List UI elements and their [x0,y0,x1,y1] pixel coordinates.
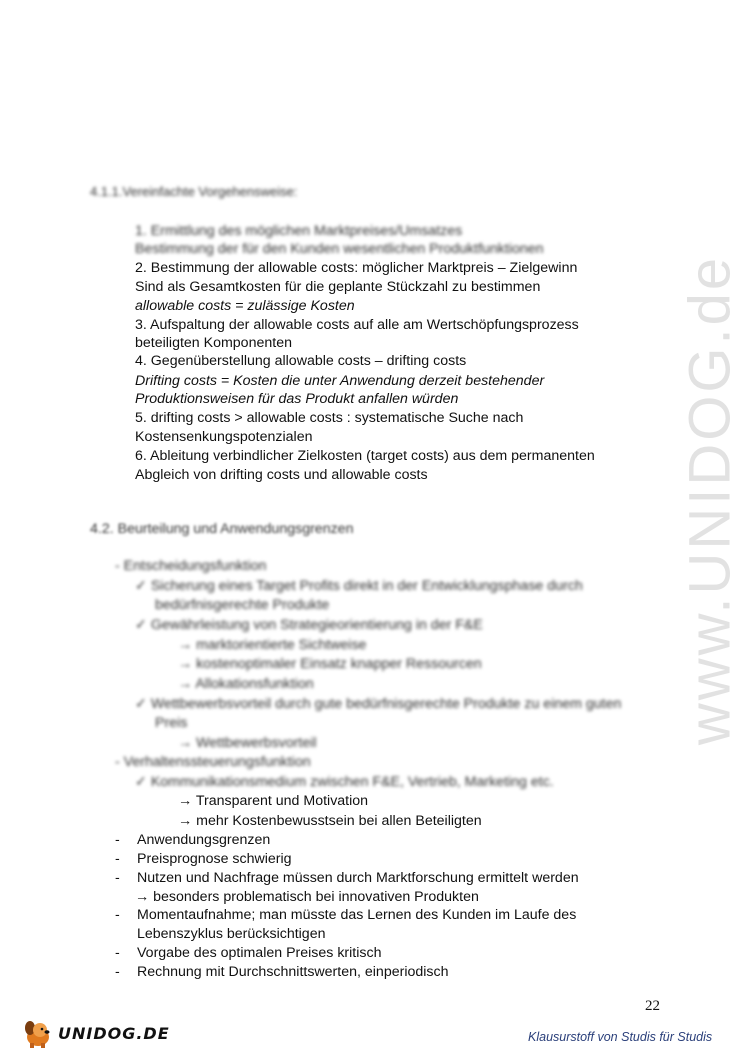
list-item: 3. Aufspaltung der allowable costs auf alle am Wertschöpfungsprozess [135,317,579,333]
arrow-item: → besonders problematisch bei innovativen Produkten [135,889,479,905]
blurred-line: ✓ Gewährleistung von Strategieorientierung in der F&E [135,617,483,633]
blurred-line: ✓ Wettbewerbsvorteil durch gute bedürfnisgerechte Produkte zu einem guten [135,696,622,712]
list-item-continuation: Lebenszyklus berücksichtigen [137,926,326,942]
dash-bullet: - [115,964,120,980]
dash-bullet: - [115,851,120,867]
list-item [115,831,270,849]
blurred-line: Preis [155,715,188,731]
list-item: Kostensenkungspotenzialen [135,429,313,445]
list-item [115,850,292,868]
list-item [115,906,576,924]
blurred-line: → Allokationsfunktion [178,676,314,692]
section-heading-4-2: 4.2. Beurteilung und Anwendungsgrenzen [90,521,354,537]
section-heading-4-1-1: 4.1.1.Vereinfachte Vorgehensweise: [90,184,298,199]
blurred-line: → marktorientierte Sichtweise [178,637,367,653]
unidog-logo [20,1015,170,1051]
list-item-text: Rechnung mit Durchschnittswerten, einperiodisch [137,964,449,980]
list-item: 6. Ableitung verbindlicher Zielkosten (target costs) aus dem permanenten [135,448,595,464]
list-item-text: Preisprognose schwierig [137,851,292,867]
list-item: Abgleich von drifting costs und allowable costs [135,467,428,483]
definition-text: allowable costs = zulässige Kosten [135,298,355,314]
blurred-line: - Verhaltenssteuerungsfunktion [115,754,311,770]
dash-bullet: - [115,907,120,923]
logo-text: UNIDOG.DE [58,1023,170,1043]
definition-text: Drifting costs = Kosten die unter Anwendung derzeit bestehender [135,373,545,389]
definition-text: Produktionsweisen für das Produkt anfallen würden [135,391,459,407]
list-item-text: Nutzen und Nachfrage müssen durch Marktforschung ermittelt werden [137,870,579,886]
arrow-item: → Transparent und Motivation [178,793,369,809]
blurred-line: 1. Ermittlung des möglichen Marktpreises/Umsatzes [135,223,463,239]
dog-icon [20,1017,56,1049]
arrow-item: → mehr Kostenbewusstsein bei allen Beteiligten [178,813,482,829]
list-item: 2. Bestimmung der allowable costs: möglicher Marktpreis – Zielgewinn [135,260,578,276]
list-item-text: Vorgabe des optimalen Preises kritisch [137,945,382,961]
list-item: 4. Gegenüberstellung allowable costs – drifting costs [135,353,467,369]
blurred-line: Bestimmung der für den Kunden wesentlichen Produktfunktionen [135,241,544,257]
blurred-line: ✓ Kommunikationsmedium zwischen F&E, Vertrieb, Marketing etc. [135,774,554,790]
blurred-line: - Entscheidungsfunktion [115,558,267,574]
watermark: www.UNIDOG.de [677,254,743,746]
list-item: 5. drifting costs > allowable costs : systematische Suche nach [135,410,524,426]
footer-tagline: Klausurstoff von Studis für Studis [528,1030,713,1044]
blurred-line: ✓ Sicherung eines Target Profits direkt in der Entwicklungsphase durch [135,578,583,594]
dash-bullet: - [115,832,120,848]
list-item: Sind als Gesamtkosten für die geplante Stückzahl zu bestimmen [135,279,541,295]
list-item [115,869,579,887]
dash-bullet: - [115,870,120,886]
list-item [115,944,381,962]
blurred-line: → Wettbewerbsvorteil [178,735,317,751]
blurred-line: bedürfnisgerechte Produkte [155,597,330,613]
list-item-text: Momentaufnahme; man müsste das Lernen des Kunden im Laufe des [137,907,577,923]
list-item: beteiligten Komponenten [135,335,292,351]
page-number: 22 [645,998,660,1014]
list-item [115,963,449,981]
list-item-text: Anwendungsgrenzen [137,832,271,848]
dash-bullet: - [115,945,120,961]
blurred-line: → kostenoptimaler Einsatz knapper Ressourcen [178,656,482,672]
